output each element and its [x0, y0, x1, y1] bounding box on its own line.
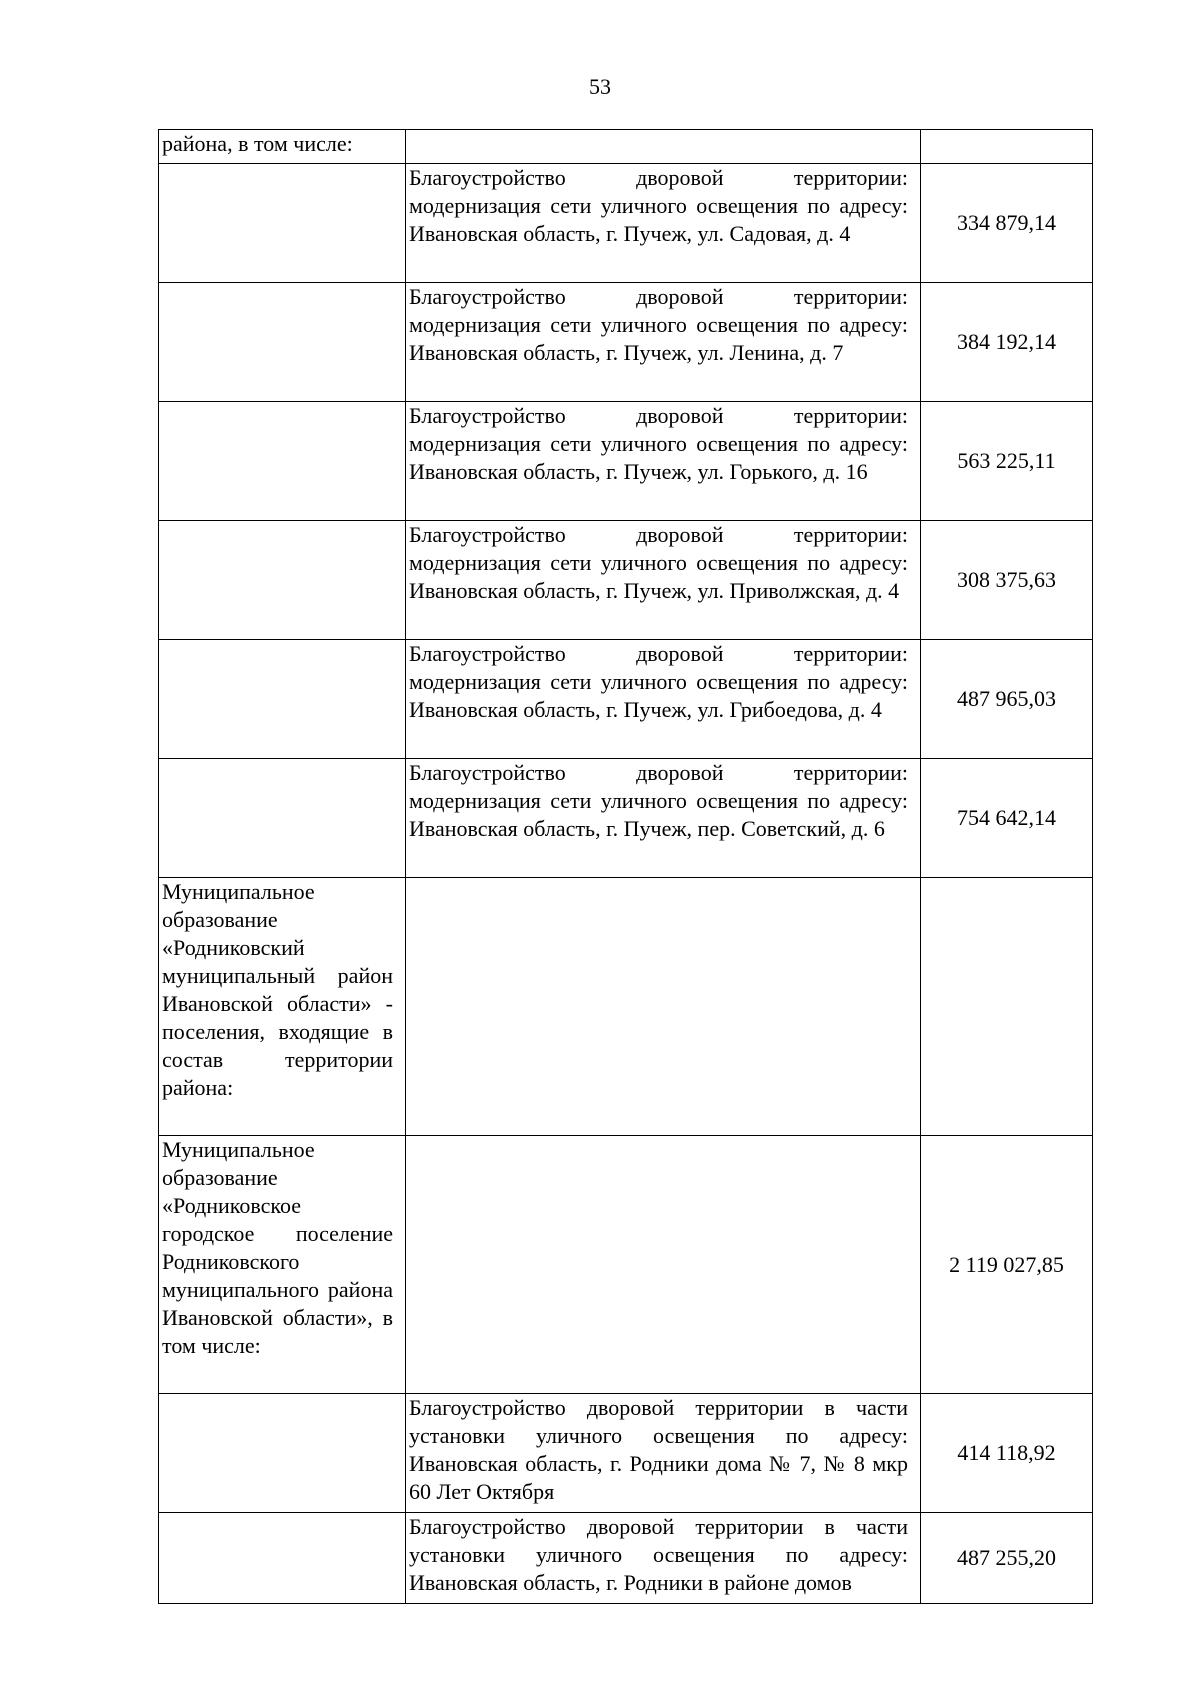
- description-cell: Благоустройство дворовой территории: модернизация сети уличного освещения по адресу: Ивановская область, г. Пучеж, ул. Горького, д. 16: [406, 402, 921, 521]
- table-row: [159, 521, 1093, 640]
- amount-cell: 414 118,92: [921, 1394, 1093, 1513]
- amount-cell: 384 192,14: [921, 283, 1093, 402]
- amount-cell: 487 965,03: [921, 640, 1093, 759]
- description-cell: Благоустройство дворовой территории в части установки уличного освещения по адресу: Ивановская область, г. Родники в районе домов: [406, 1513, 921, 1604]
- amount-cell: 2 119 027,85: [921, 1136, 1093, 1394]
- description-cell: Благоустройство дворовой территории: модернизация сети уличного освещения по адресу: Ивановская область, г. Пучеж, ул. Приволжская, д. 4: [406, 521, 921, 640]
- municipality-cell: [159, 759, 406, 878]
- description-cell: Благоустройство дворовой территории: модернизация сети уличного освещения по адресу: Ивановская область, г. Пучеж, пер. Советский, д. 6: [406, 759, 921, 878]
- amount-cell: 487 255,20: [921, 1513, 1093, 1604]
- table-row: [159, 759, 1093, 878]
- description-cell: Благоустройство дворовой территории: модернизация сети уличного освещения по адресу: Ивановская область, г. Пучеж, ул. Грибоедова, д. 4: [406, 640, 921, 759]
- table-row: [159, 402, 1093, 521]
- description-cell: Благоустройство дворовой территории в части установки уличного освещения по адресу: Ивановская область, г. Родники дома № 7, № 8 мкр 60 Лет Октября: [406, 1394, 921, 1513]
- municipality-cell: [159, 402, 406, 521]
- page-number: 53: [589, 74, 611, 99]
- amount-cell: [921, 878, 1093, 1136]
- municipality-cell: района, в том числе:: [159, 130, 406, 164]
- amount-cell: 308 375,63: [921, 521, 1093, 640]
- municipality-cell: [159, 283, 406, 402]
- table-row: [159, 1136, 1093, 1394]
- description-cell: Благоустройство дворовой территории: модернизация сети уличного освещения по адресу: Ивановская область, г. Пучеж, ул. Ленина, д. 7: [406, 283, 921, 402]
- amount-cell: 334 879,14: [921, 164, 1093, 283]
- description-cell: [406, 130, 921, 164]
- description-cell: [406, 1136, 921, 1394]
- table-row: [159, 878, 1093, 1136]
- amount-cell: 563 225,11: [921, 402, 1093, 521]
- municipality-cell: [159, 1513, 406, 1604]
- description-cell: [406, 878, 921, 1136]
- amount-cell: [921, 130, 1093, 164]
- municipality-cell: [159, 164, 406, 283]
- municipality-cell: [159, 521, 406, 640]
- table-row: [159, 640, 1093, 759]
- municipality-cell: [159, 1394, 406, 1513]
- table-row: [159, 164, 1093, 283]
- municipality-cell: [159, 640, 406, 759]
- amount-cell: 754 642,14: [921, 759, 1093, 878]
- municipality-cell: Муниципальное образование «Родниковское городское поселение Родниковского муниципального района Ивановской области», в том числе:: [159, 1136, 406, 1394]
- table-row: [159, 1394, 1093, 1513]
- table-row: [159, 1513, 1093, 1604]
- table-row: [159, 130, 1093, 164]
- table-body: [159, 130, 1093, 1604]
- description-cell: Благоустройство дворовой территории: модернизация сети уличного освещения по адресу: Ивановская область, г. Пучеж, ул. Садовая, д. 4: [406, 164, 921, 283]
- municipality-cell: Муниципальное образование «Родниковский муниципальный район Ивановской области» - поселения, входящие в состав территории района:: [159, 878, 406, 1136]
- funding-table: [158, 129, 1093, 1604]
- table-row: [159, 283, 1093, 402]
